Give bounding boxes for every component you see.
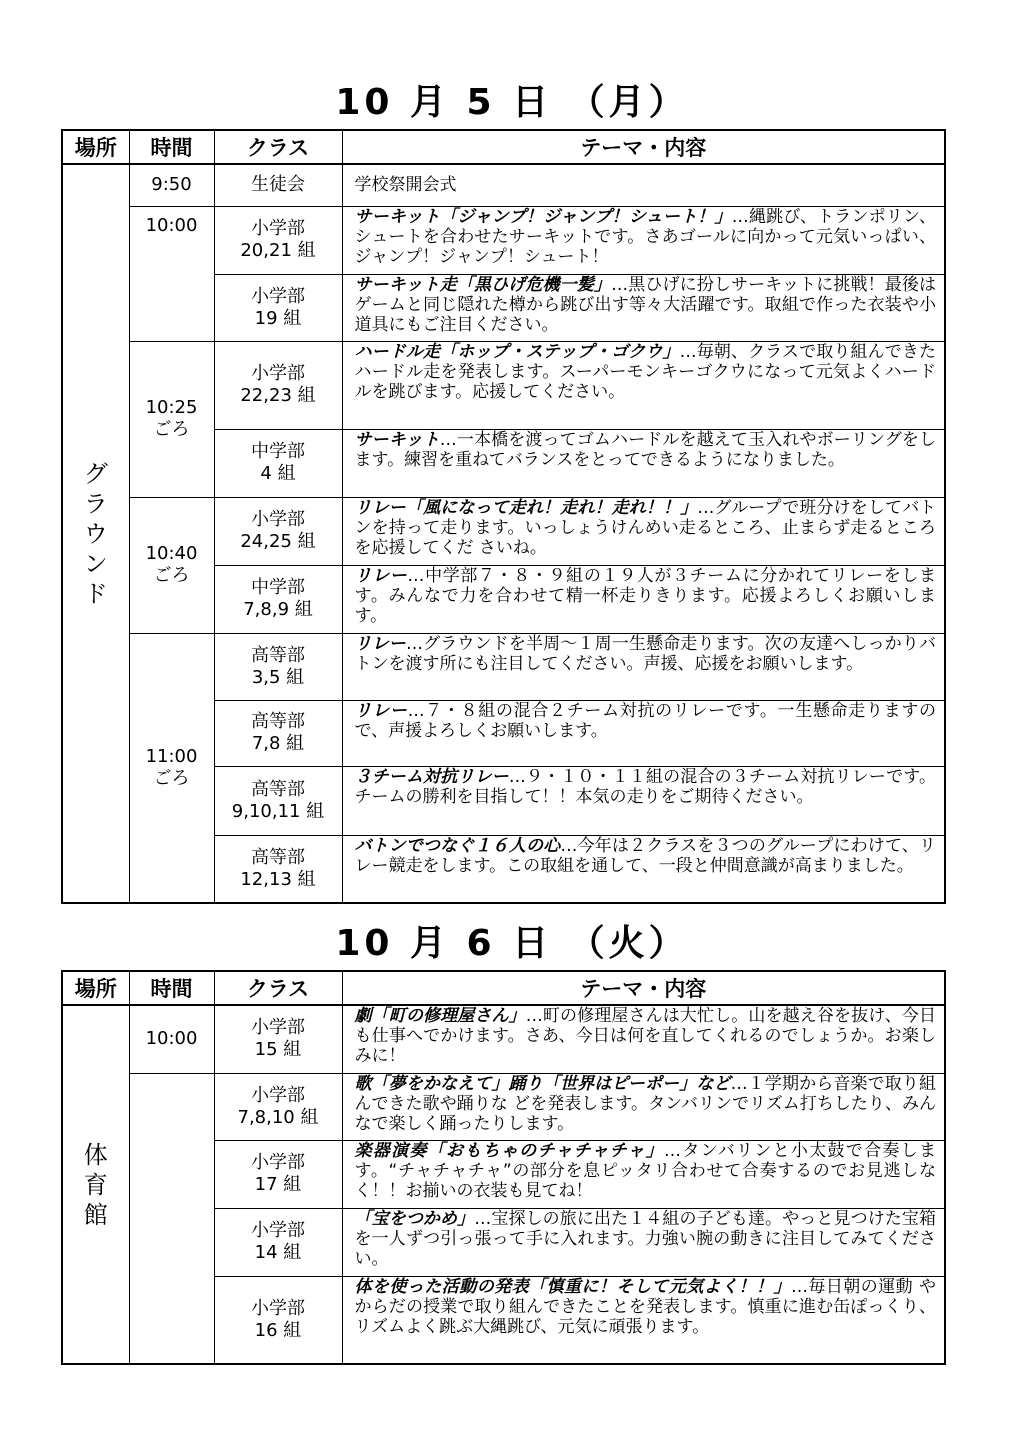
class-cell: 高等部 7,8 組 bbox=[214, 700, 342, 766]
header-place: 場所 bbox=[62, 130, 129, 164]
day2-title: 10 月 6 日 （火） bbox=[335, 923, 689, 964]
class-cell: 高等部 3,5 組 bbox=[214, 633, 342, 700]
class-cell: 中学部 7,8,9 組 bbox=[214, 565, 342, 633]
content-cell: サーキット…一本橋を渡ってゴムハードルを越えて玉入れやボーリングをします。練習を重ねてバランスをとってできるようになりました。 bbox=[342, 429, 945, 497]
class-cell: 小学部 22,23 組 bbox=[214, 341, 342, 429]
header-class: クラス bbox=[214, 130, 342, 164]
class-cell: 小学部 7,8,10 組 bbox=[214, 1073, 342, 1140]
content-cell: バトンでつなぐ１６人の心…今年は２クラスを３つのグループにわけて、リレー競走をします。この取組を通して、一段と仲間意識が高まりました。 bbox=[342, 835, 945, 903]
class-cell: 小学部 20,21 組 bbox=[214, 206, 342, 274]
class-cell: 高等部 12,13 組 bbox=[214, 835, 342, 903]
class-cell: 小学部 15 組 bbox=[214, 1005, 342, 1073]
table-row bbox=[62, 206, 945, 274]
header-time: 時間 bbox=[129, 971, 214, 1005]
time-cell: 10:25 ごろ bbox=[129, 341, 214, 497]
place-ground: グ ラ ウ ン ド bbox=[62, 164, 129, 903]
content-cell: 体を使った活動の発表「慎重に！そして元気よく！！」…毎日朝の運動 やからだの授業で取り組んできたことを発表します。慎重に進む缶ぽっくり、リズムよく跳ぶ大縄跳び、元気に頑張ります。 bbox=[342, 1276, 945, 1364]
table-row bbox=[62, 1073, 945, 1140]
day1-title: 10 月 5 日 （月） bbox=[335, 82, 689, 123]
content-cell: 「宝をつかめ」…宝探しの旅に出た１４組の子ども達。やっと見つけた宝箱を一人ずつ引っ張って手に入れます。力強い腕の動きに注目してみてください。 bbox=[342, 1208, 945, 1276]
content-cell: リレー…７・８組の混合２チーム対抗のリレーです。一生懸命走りますので、声援よろしくお願いします。 bbox=[342, 700, 945, 766]
content-cell: サーキット走「黒ひげ危機一髪」…黒ひげに扮しサーキットに挑戦！最後はゲームと同じ隠れた樽から跳び出す等々大活躍です。取組で作った衣装や小道具にもご注目ください。 bbox=[342, 274, 945, 341]
table-row bbox=[62, 164, 945, 206]
content-cell: 歌「夢をかなえて」踊り「世界はピーポー」など…１学期から音楽で取り組んできた歌や踊りな どを発表します。タンバリンでリズム打ちしたり、みんなで楽しく踊ったりします。 bbox=[342, 1073, 945, 1140]
content-cell: 劇「町の修理屋さん」…町の修理屋さんは大忙し。山を越え谷を抜け、今日も仕事へでかけます。さあ、今日は何を直してくれるのでしょうか。お楽しみに！ bbox=[342, 1005, 945, 1073]
time-cell: 10:00 bbox=[129, 206, 214, 341]
time-cell-empty bbox=[129, 1073, 214, 1364]
content-cell: サーキット「ジャンプ！ジャンプ！シュート！」…縄跳び、トランポリン、シュートを合わせたサーキットです。さあゴールに向かって元気いっぱい、ジャンプ！ジャンプ！シュート！ bbox=[342, 206, 945, 274]
content-cell: 学校祭開会式 bbox=[342, 164, 945, 206]
class-cell: 小学部 14 組 bbox=[214, 1208, 342, 1276]
time-cell: 10:40 ごろ bbox=[129, 497, 214, 633]
time-cell: 9:50 bbox=[129, 164, 214, 206]
class-cell: 小学部 24,25 組 bbox=[214, 497, 342, 565]
class-cell: 生徒会 bbox=[214, 164, 342, 206]
table-row bbox=[62, 341, 945, 429]
table-row bbox=[62, 497, 945, 565]
content-cell: ハードル走「ホップ・ステップ・ゴクウ」…毎朝、クラスで取り組んできたハードル走を発表します。スーパーモンキーゴクウになって元気よくハードルを跳びます。応援してください。 bbox=[342, 341, 945, 429]
content-cell: 楽器演奏「おもちゃのチャチャチャ」…タンバリンと小太鼓で合奏します。“チャチャチャ”の部分を息ピッタリ合わせて合奏するのでお見逃しなく！！お揃いの衣装も見てね！ bbox=[342, 1140, 945, 1208]
table-header-row bbox=[62, 971, 945, 1005]
table-header-row bbox=[62, 130, 945, 164]
table-row bbox=[62, 1005, 945, 1073]
content-cell: ３チーム対抗リレー…９・１０・１１組の混合の３チーム対抗リレーです。チームの勝利を目指して！！本気の走りをご期待ください。 bbox=[342, 766, 945, 835]
class-cell: 中学部 4 組 bbox=[214, 429, 342, 497]
day2-schedule-table bbox=[61, 970, 946, 1365]
header-theme: テーマ・内容 bbox=[342, 130, 945, 164]
header-theme: テーマ・内容 bbox=[342, 971, 945, 1005]
time-cell: 11:00 ごろ bbox=[129, 633, 214, 903]
table-row bbox=[62, 633, 945, 700]
time-cell: 10:00 bbox=[129, 1005, 214, 1073]
content-cell: リレー…グラウンドを半周～１周一生懸命走ります。次の友達へしっかりバトンを渡す所にも注目してください。声援、応援をお願いします。 bbox=[342, 633, 945, 700]
class-cell: 小学部 19 組 bbox=[214, 274, 342, 341]
content-cell: リレー…中学部７・８・９組の１９人が３チームに分かれてリレーをします。みんなで力を合わせて精一杯走りきります。応援よろしくお願いします。 bbox=[342, 565, 945, 633]
class-cell: 高等部 9,10,11 組 bbox=[214, 766, 342, 835]
header-class: クラス bbox=[214, 971, 342, 1005]
class-cell: 小学部 16 組 bbox=[214, 1276, 342, 1364]
day1-schedule-table bbox=[61, 129, 946, 904]
content-cell: リレー「風になって走れ！走れ！走れ！！」…グループで班分けをしてバトンを持って走ります。いっしょうけんめい走るところ、止まらず走るところを応援してくだ さいね。 bbox=[342, 497, 945, 565]
place-gym: 体 育 館 bbox=[62, 1005, 129, 1364]
class-cell: 小学部 17 組 bbox=[214, 1140, 342, 1208]
header-time: 時間 bbox=[129, 130, 214, 164]
header-place: 場所 bbox=[62, 971, 129, 1005]
